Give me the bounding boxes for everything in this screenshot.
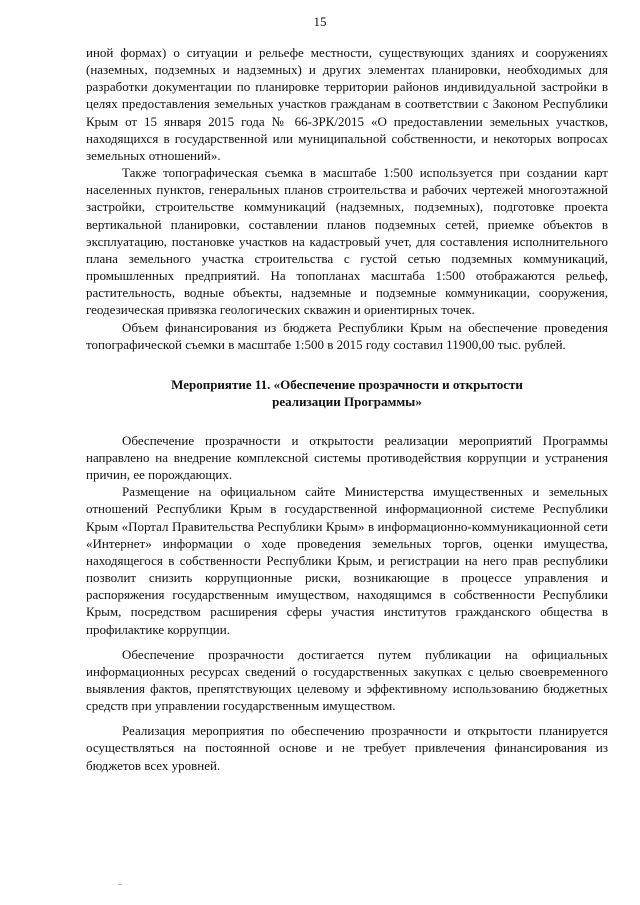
paragraph-official-website-publication: Размещение на официальном сайте Министерства имущественных и земельных отношений Республики Крым в государственной информационной системе Республики Крым «Портал Правительства Республики Крым» в информационно-коммуникационной сети «Интернет» информации о ходе проведения земельных торгов, оценки имущества, находящегося в собственности Республики Крым, и регистрации на него прав республики позволит снизить коррупционные риски, возникающие в процессе управления и распоряжения государственным имуществом, находящимся в собственности Республики Крым, посредством расширения сферы участия институтов гражданского общества в профилактике коррупции.: [86, 484, 608, 637]
paragraph-implementation-funding: Реализация мероприятия по обеспечению прозрачности и открытости планируется осуществляться на постоянной основе и не требует привлечения финансирования из бюджетов всех уровней.: [86, 723, 608, 773]
document-body: [86, 44, 608, 774]
paragraph-topographic-survey-uses: Также топографическая съемка в масштабе 1:500 используется при создании карт населенных пунктов, генеральных планов строительства и рабочих чертежей многоэтажной застройки, строительстве коммуникаций (надземных, подземных), подготовке проекта вертикальной планировки, составлении планов подземных сетей, приемке объектов в эксплуатацию, постановке участков на кадастровый учет, для составления исполнительного плана земельного участка строительства с густой сетью подземных коммуникаций, промышленных предприятий. На топопланах масштаба 1:500 отображаются рельеф, растительность, водные объекты, надземные и подземные коммуникации, сооружения, геодезическая привязка геологических скважин и ориентирных точек.: [86, 165, 608, 318]
page-number: 15: [313, 14, 327, 29]
section-heading-line-1: Мероприятие 11. «Обеспечение прозрачности и открытости: [171, 376, 523, 392]
scan-mark: [118, 884, 122, 885]
section-heading-line-2: реализации Программы»: [272, 393, 422, 409]
section-heading: [86, 376, 608, 410]
paragraph-transparency-purpose: Обеспечение прозрачности и открытости реализации мероприятий Программы направлено на внедрение комплексной системы противодействия коррупции и устранения причин, ее порождающих.: [86, 432, 608, 483]
paragraph-funding-volume: Объем финансирования из бюджета Республики Крым на обеспечение проведения топографической съемки в масштабе 1:500 в 2015 году составил 11900,00 тыс. рублей.: [86, 319, 608, 352]
paragraph-continuation: иной формах) о ситуации и рельефе местности, существующих зданиях и сооружениях (наземных, подземных и надземных) и других элементах планировки, необходимых для разработки документации по планировке территории районов индивидуальной застройки в целях предоставления земельных участков гражданам в соответствии с Законом Республики Крым от 15 января 2015 года № 66-ЗРК/2015 «О предоставлении земельных участков, находящихся в государственной или муниципальной собственности, и некоторых вопросах земельных отношений».: [86, 45, 608, 163]
paragraph-procurement-publication: Обеспечение прозрачности достигается путем публикации на официальных информационных ресурсах сведений о государственных закупках с целью своевременного выявления фактов, препятствующих целевому и эффективному использованию бюджетных средств при управлении государственным имуществом.: [86, 646, 608, 714]
